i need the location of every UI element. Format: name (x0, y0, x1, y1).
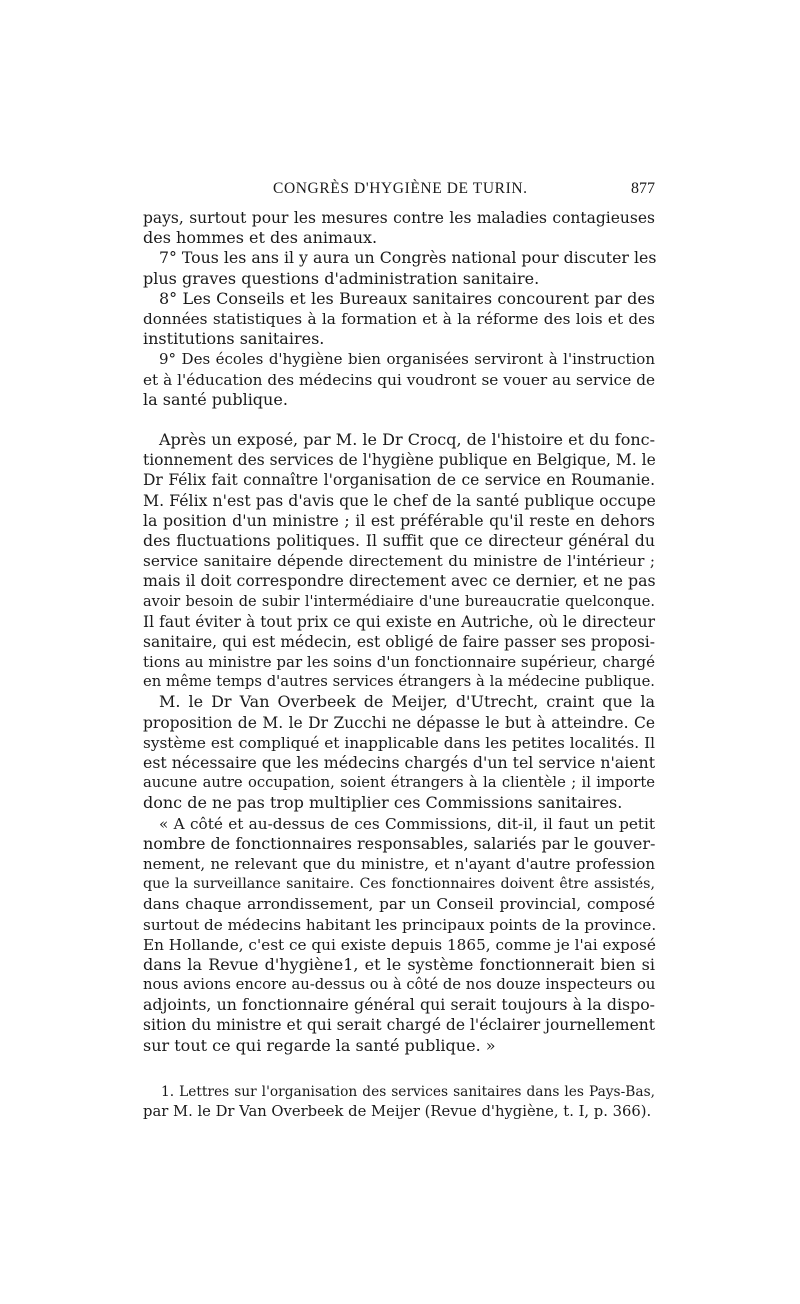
numbered-recommendations (143, 208, 655, 410)
discussion-section (143, 430, 655, 1056)
text-line: avoir besoin de subir l'intermédiaire d'une bureaucratie quelconque. (143, 593, 655, 610)
text-line: pays, surtout pour les mesures contre les maladies contagieuses (143, 209, 655, 227)
text-line: M. le Dr Van Overbeek de Meijer, d'Utrecht, craint que la (159, 692, 655, 712)
text-line: Après un exposé, par M. le Dr Crocq, de l'histoire et du fonc- (159, 430, 655, 449)
text-line: nous avions encore au-dessus ou à côté de nos douze inspecteurs ou (143, 976, 656, 994)
text-line: en même temps d'autres services étrangers à la médecine publique. (143, 673, 655, 691)
text-line: mais il doit correspondre directement avec ce dernier, et ne pas (143, 571, 656, 591)
text-line: nement, ne relevant que du ministre, et n'ayant d'autre profession (143, 854, 655, 873)
text-line: Dr Félix fait connaître l'organisation de ce service en Roumanie. (143, 471, 655, 490)
text-line: adjoints, un fonctionnaire général qui serait toujours à la dispo- (143, 995, 655, 1015)
text-line: dans la Revue d'hygiène1, et le système fonctionnerait bien si (143, 954, 655, 974)
text-line: que la surveillance sanitaire. Ces fonctionnaires doivent être assistés, (143, 876, 655, 893)
text-line: sanitaire, qui est médecin, est obligé de faire passer ses proposi- (143, 632, 655, 651)
text-line: M. Félix n'est pas d'avis que le chef de la santé publique occupe (143, 490, 656, 510)
text-line: nombre de fonctionnaires responsables, salariés par le gouver- (143, 833, 656, 853)
text-line: donc de ne pas trop multiplier ces Commissions sanitaires. (143, 793, 623, 813)
text-line: système est compliqué et inapplicable dans les petites localités. Il (143, 733, 655, 752)
text-line: institutions sanitaires. (143, 329, 325, 349)
footnote-line: 1. Lettres sur l'organisation des services sanitaires dans les Pays-Bas, (161, 1084, 655, 1100)
text-line: sur tout ce qui regarde la santé publique. » (143, 1035, 496, 1055)
text-line: est nécessaire que les médecins chargés d'un tel service n'aient (143, 753, 656, 772)
text-line: 8° Les Conseils et les Bureaux sanitaires concourent par des (159, 288, 655, 308)
text-line: et à l'éducation des médecins qui voudront se vouer au service de (143, 370, 655, 389)
text-line: dans chaque arrondissement, par un Conseil provincial, composé (143, 895, 655, 914)
text-line: proposition de M. le Dr Zucchi ne dépasse le but à atteindre. Ce (143, 713, 655, 732)
footnote-line: par M. le Dr Van Overbeek de Meijer (Revue d'hygiène, t. I, p. 366). (143, 1103, 652, 1120)
text-line: plus graves questions d'administration sanitaire. (143, 268, 540, 288)
text-line: surtout de médecins habitant les principaux points de la province. (143, 915, 657, 934)
text-line: tionnement des services de l'hygiène publique en Belgique, M. le (143, 451, 656, 470)
text-line: Il faut éviter à tout prix ce qui existe en Autriche, où le directeur (143, 612, 655, 631)
page-header (143, 180, 655, 202)
text-line: 7° Tous les ans il y aura un Congrès national pour discuter les (159, 248, 657, 268)
text-line: des hommes et des animaux. (143, 228, 378, 248)
text-line: données statistiques à la formation et à la réforme des lois et des (143, 309, 655, 328)
text-line: sition du ministre et qui serait chargé de l'éclairer journellement (143, 1016, 655, 1035)
footnotes (143, 1082, 655, 1122)
page-number: 877 (631, 180, 655, 197)
text-line: des fluctuations politiques. Il suffit que ce directeur général du (143, 530, 655, 550)
text-line: la santé publique. (143, 389, 288, 409)
text-line: service sanitaire dépende directement du ministre de l'intérieur ; (143, 552, 655, 571)
text-line: En Hollande, c'est ce qui existe depuis 1865, comme je l'ai exposé (143, 935, 656, 954)
text-line: la position d'un ministre ; il est préférable qu'il reste en dehors (143, 510, 655, 530)
text-line: « A côté et au-dessus de ces Commissions, dit-il, il faut un petit (159, 814, 655, 833)
text-line: aucune autre occupation, soient étrangers à la clientèle ; il importe (143, 774, 655, 792)
text-line: tions au ministre par les soins d'un fonctionnaire supérieur, chargé (143, 653, 655, 672)
running-title: CONGRÈS D'HYGIÈNE DE TURIN. (273, 180, 528, 197)
text-line: 9° Des écoles d'hygiène bien organisées serviront à l'instruction (159, 350, 655, 369)
